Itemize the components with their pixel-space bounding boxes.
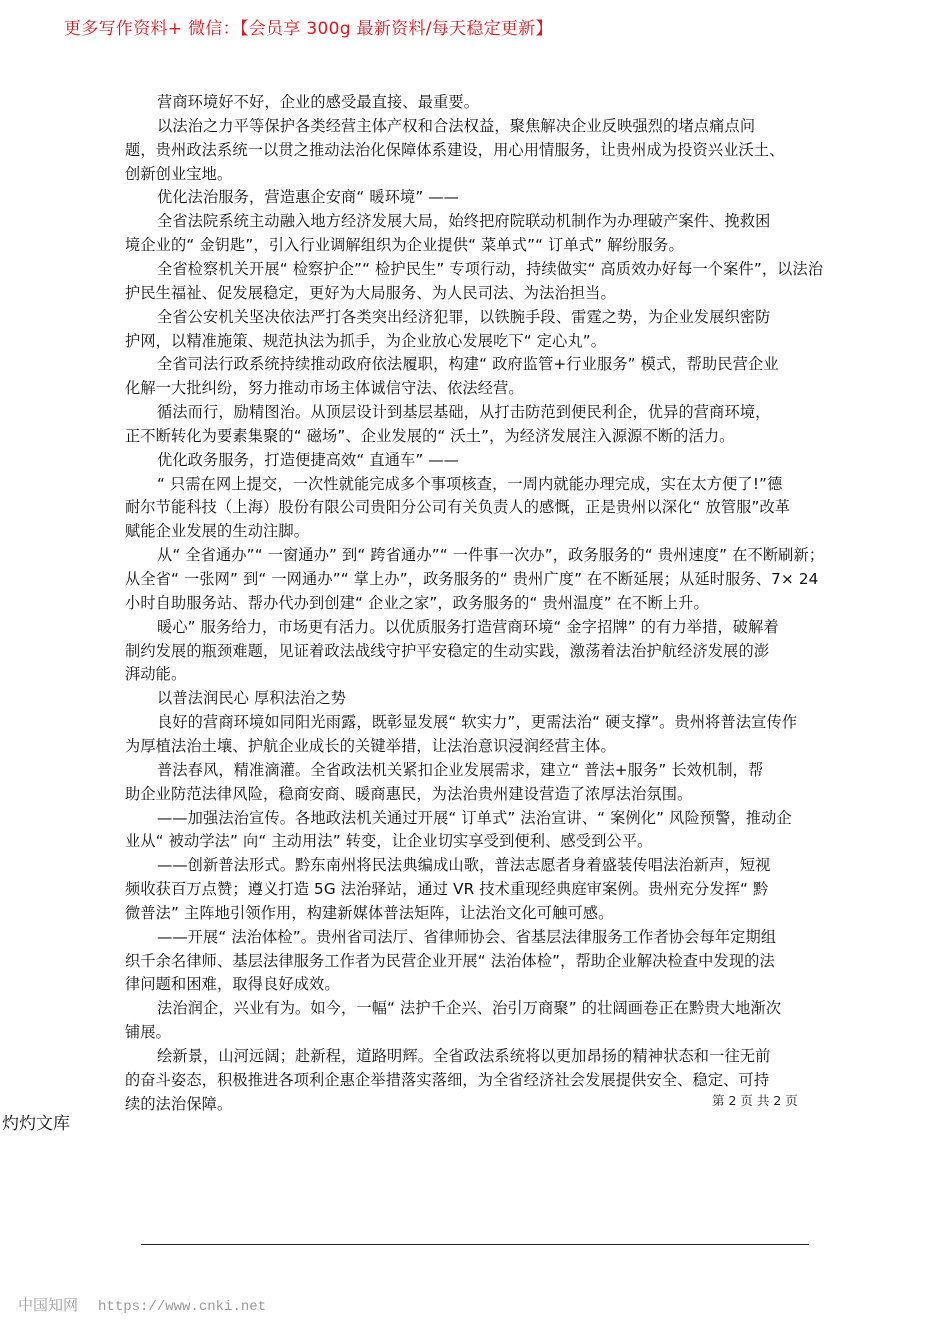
text-line: 境企业的“ 金钥匙”，引入行业调解组织为企业提供“ 菜单式”“ 订单式” 解纷服务。 <box>125 236 684 255</box>
text-line: 创新创业宝地。 <box>125 164 233 183</box>
text-line: 以法治之力平等保护各类经营主体产权和合法权益，聚焦解决企业反映强烈的堵点痛点问 <box>157 116 756 135</box>
page-number: 第 2 页 共 2 页 <box>712 1093 798 1108</box>
text-line: 护网，以精准施策、规范执法为抓手，为企业放心发展吃下“ 定心丸”。 <box>125 331 607 350</box>
text-line: 续的法治保障。 <box>125 1094 233 1113</box>
text-line: 法治润企，兴业有为。如今，一幅“ 法护千企兴、治引万商聚” 的壮阔画卷正在黔贵大地渐次 <box>157 999 782 1018</box>
text-line: 暖心” 服务给力，市场更有活力。以优质服务打造营商环境“ 金字招牌” 的有力举措，破解着 <box>157 617 779 636</box>
text-line: 题，贵州政法系统一以贯之推动法治化保障体系建设，用心用情服务，让贵州成为投资兴业沃土、 <box>125 140 785 159</box>
text-line: 赋能企业发展的生动注脚。 <box>125 522 310 541</box>
text-line: 良好的营商环境如同阳光雨露，既彰显发展“ 软实力”，更需法治“ 硬支撑”。贵州将普法宣传作 <box>157 713 798 732</box>
text-line: 营商环境好不好，企业的感受最直接、最重要。 <box>157 93 480 111</box>
text-line: ——开展“ 法治体检”。贵州省司法厅、省律师协会、省基层法律服务工作者协会每年定期组 <box>157 927 777 946</box>
text-line: 频收获百万点赞；遵义打造 5G 法治驿站，通过 VR 技术重现经典庭审案例。贵州充分发挥“ 黔 <box>125 880 769 899</box>
text-line: 微普法” 主阵地引领作用，构建新媒体普法矩阵，让法治文化可触可感。 <box>125 903 614 922</box>
source-url: https://www.cnki.net <box>98 1299 267 1315</box>
text-line: 为厚植法治土壤、护航企业成长的关键举措，让法治意识浸润经营主体。 <box>125 736 616 755</box>
text-line: 以普法润民心 厚积法治之势 <box>157 689 347 708</box>
text-line: 从全省“ 一张网” 到“ 一网通办”“ 掌上办”，政务服务的“ 贵州广度” 在不断延展；从延时服务、7× 24 <box>125 570 819 588</box>
promo-banner: 更多写作资料+ 微信：【会员享 300g 最新资料/每天稳定更新】 <box>64 19 553 39</box>
text-line: 的奋斗姿态，积极推进各项利企惠企举措落实落细，为全省经济社会发展提供安全、稳定、可持 <box>125 1070 770 1089</box>
text-line: 全省法院系统主动融入地方经济发展大局，始终把府院联动机制作为办理破产案件、挽救困 <box>157 212 771 231</box>
text-line: 制约发展的瓶颈难题，见证着政法战线守护平安稳定的生动实践，激荡着法治护航经济发展的澎 <box>125 641 770 660</box>
text-line: 耐尔节能科技（上海）股份有限公司贵阳分公司有关负责人的感慨，正是贵州以深化“ 放管服”改革 <box>125 498 791 517</box>
text-line: 湃动能。 <box>125 665 187 684</box>
text-line: 循法而行，励精图治。从顶层设计到基层基础，从打击防范到便民利企，优异的营商环境， <box>157 403 771 422</box>
text-line: 普法春风，精准滴灌。全省政法机关紧扣企业发展需求，建立“ 普法+服务” 长效机制，帮 <box>157 760 764 779</box>
text-line: 从“ 全省通办”“ 一窗通办” 到“ 跨省通办”“ 一件事一次办”，政务服务的“ 贵州速度” 在不断刷新； <box>157 546 825 565</box>
text-line: 全省检察机关开展“ 检察护企”“ 检护民生” 专项行动，持续做实“ 高质效办好每一个案件”，以法治 <box>157 259 824 278</box>
text-line: 助企业防范法律风险，稳商安商、暖商惠民，为法治贵州建设营造了浓厚法治氛围。 <box>125 784 693 803</box>
divider-line <box>141 1244 809 1245</box>
text-line: 全省公安机关坚决依法严打各类突出经济犯罪，以铁腕手段、雷霆之势，为企业发展织密防 <box>157 307 771 326</box>
text-line: 护民生福祉、促发展稳定，更好为大局服务、为人民司法、为法治担当。 <box>125 283 616 302</box>
text-line: 织千余名律师、基层法律服务工作者为民营企业开展“ 法治体检”，帮助企业解决检查中发现的法 <box>125 951 775 970</box>
source-name: 中国知网 <box>18 1296 79 1314</box>
text-line: 业从“ 被动学法” 向“ 主动用法” 转变，让企业切实享受到便利、感受到公平。 <box>125 832 653 851</box>
source-watermark <box>18 1294 266 1315</box>
text-line: 铺展。 <box>125 1023 172 1042</box>
text-line: 化解一大批纠纷，努力推动市场主体诚信守法、依法经营。 <box>125 379 524 398</box>
text-line: “ 只需在网上提交，一次性就能完成多个事项核查，一周内就能办理完成，实在太方便了!”德 <box>157 474 783 493</box>
text-line: 小时自助服务站、帮办代办到创建“ 企业之家”，政务服务的“ 贵州温度” 在不断上升。 <box>125 593 709 612</box>
text-line: 绘新景，山河远阔；赴新程，道路明辉。全省政法系统将以更加昂扬的精神状态和一往无前 <box>157 1047 771 1065</box>
text-line: 正不断转化为要素集聚的“ 磁场”、企业发展的“ 沃土”，为经济发展注入源源不断的活力。 <box>125 426 735 445</box>
text-line: 优化政务服务，打造便捷高效“ 直通车” —— <box>157 450 460 469</box>
text-line: ——创新普法形式。黔东南州将民法典编成山歌，普法志愿者身着盛装传唱法治新声，短视 <box>157 856 771 875</box>
text-line: 优化法治服务，营造惠企安商“ 暖环境” —— <box>157 188 460 207</box>
text-line: 全省司法行政系统持续推动政府依法履职，构建“ 政府监管+行业服务” 模式，帮助民营企业 <box>157 355 779 374</box>
brand-label: 灼灼文库 <box>2 1114 70 1134</box>
text-line: 律问题和困难，取得良好成效。 <box>125 975 340 994</box>
text-line: ——加强法治宣传。各地政法机关通过开展“ 订单式” 法治宣讲、“ 案例化” 风险预警，推动企 <box>157 808 792 827</box>
